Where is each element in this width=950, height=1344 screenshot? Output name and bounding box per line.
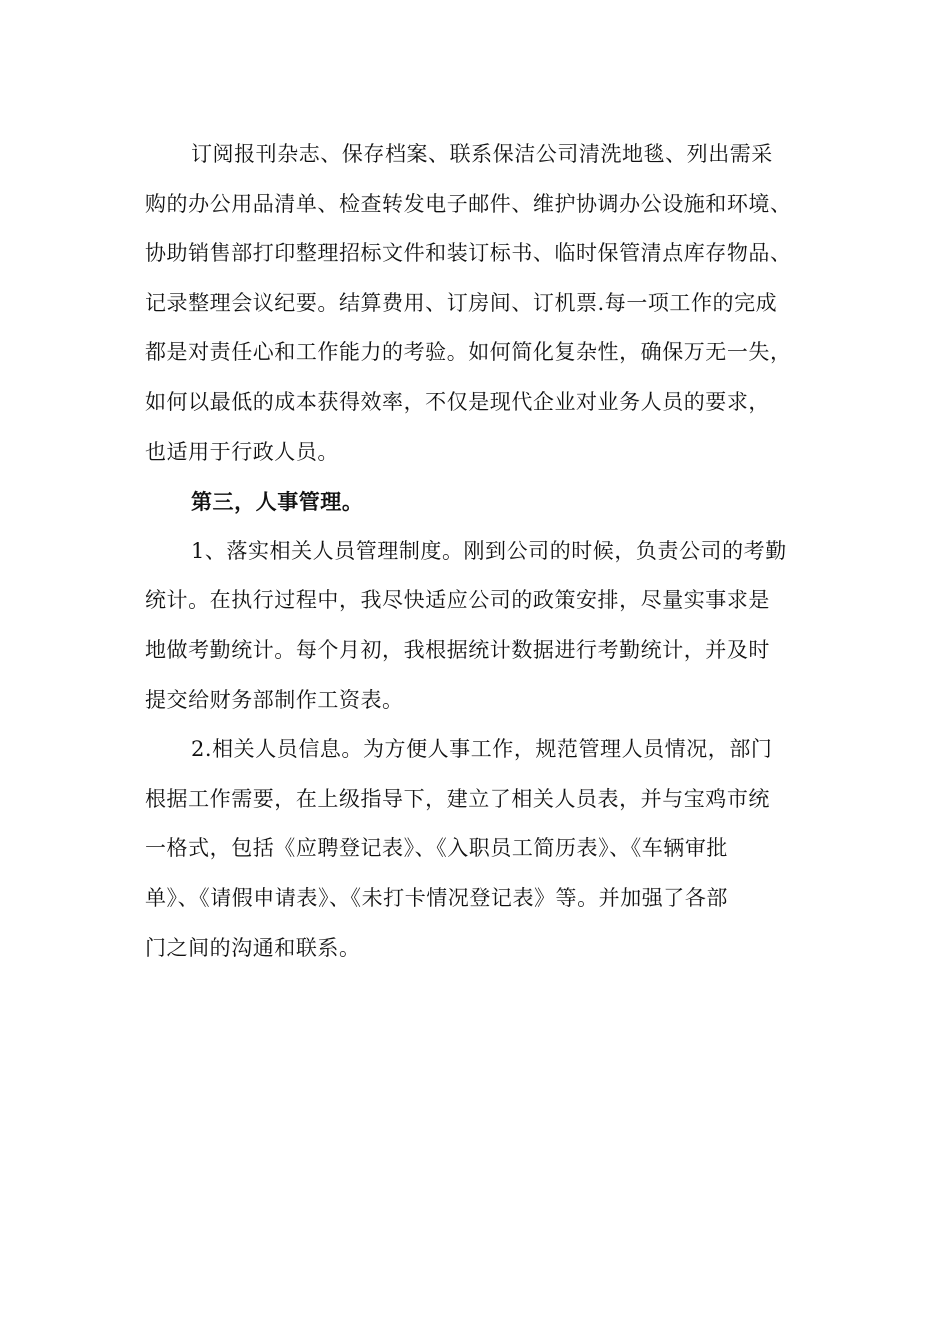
text-line: 1、落实相关人员管理制度。刚到公司的时候，负责公司的考勤: [191, 538, 787, 563]
text-line: 一格式，包括《应聘登记表》、《入职员工简历表》、《车辆审批: [145, 836, 728, 861]
document-body: [145, 130, 825, 973]
text-line: 2.相关人员信息。为方便人事工作，规范管理人员情况，部门: [191, 737, 773, 762]
section-heading: 第三，人事管理。: [191, 489, 364, 515]
text-line: 都是对责任心和工作能力的考验。如何简化复杂性，确保万无一失，: [145, 340, 792, 365]
text-line: 根据工作需要，在上级指导下，建立了相关人员表，并与宝鸡市统: [145, 786, 770, 811]
paragraph-attendance: [145, 527, 825, 725]
text-line: 地做考勤统计。每个月初，我根据统计数据进行考勤统计，并及时: [145, 637, 770, 662]
paragraph-office-tasks: [145, 130, 825, 477]
text-line: 如何以最低的成本获得效率，不仅是现代企业对业务人员的要求，: [145, 389, 770, 414]
text-line: 单》、《请假申请表》、《未打卡情况登记表》等。并加强了各部: [145, 885, 728, 910]
text-line: 统计。在执行过程中，我尽快适应公司的政策安排，尽量实事求是: [145, 588, 770, 613]
text-line: 协助销售部打印整理招标文件和装订标书、临时保管清点库存物品、: [145, 241, 792, 266]
text-line: 订阅报刊杂志、保存档案、联系保洁公司清洗地毯、列出需采: [191, 142, 773, 166]
paragraph-personnel-info: [145, 725, 825, 973]
text-line: 提交给财务部制作工资表。: [145, 687, 404, 712]
text-line: 门之间的沟通和联系。: [145, 935, 361, 960]
text-line: 记录整理会议纪要。结算费用、订房间、订机票.每一项工作的完成: [145, 290, 778, 315]
text-line: 购的办公用品清单、检查转发电子邮件、维护协调办公设施和环境、: [145, 191, 792, 216]
text-line: 也适用于行政人员。: [145, 439, 339, 464]
